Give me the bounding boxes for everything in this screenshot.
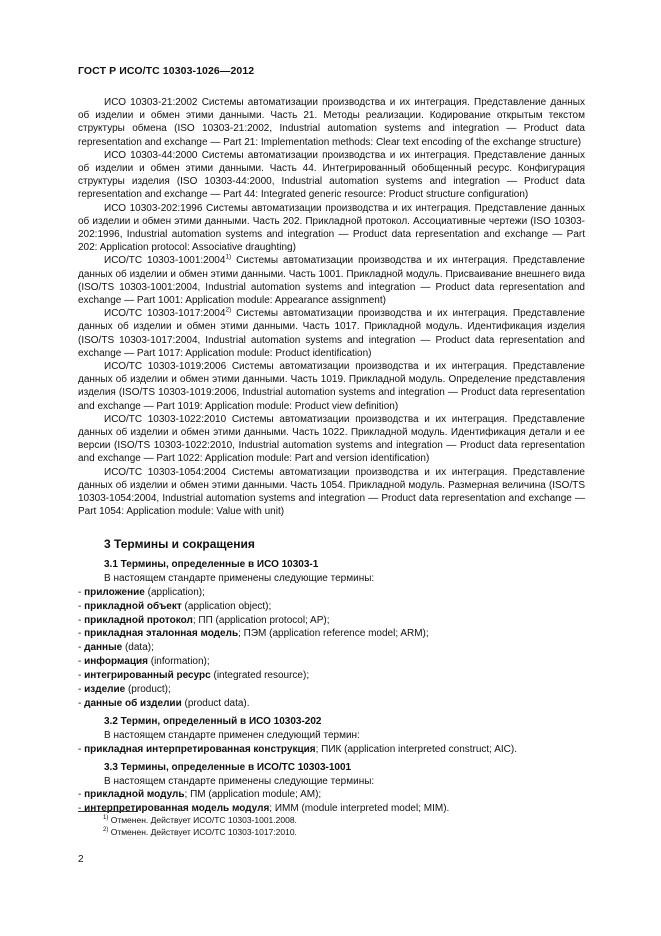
reference-item: ИСО 10303-21:2002 Системы автоматизации производства и их интеграция. Представление данных об изделии и обмен этими данными. Часть 21. Методы реализации. Кодирование открытым текстом структуры обмена (ISO 10303-21:2002, Industrial automation systems and integration — Product data representation and exchange — Part 21: Implementation methods: Clear text encoding of the exchange structure) — [78, 97, 585, 148]
term-item — [78, 743, 585, 757]
term-rest: (application object); — [181, 600, 272, 612]
reference-code: ИСО/ТС 10303-1017:2004 — [104, 308, 226, 320]
reference-item: ИСО 10303-202:1996 Системы автоматизации производства и их интеграция. Представление данных об изделии и обмен этими данными. Часть 202. Прикладной протокол. Ассоциативные чертежи (ISO 10303-202:1996, Industrial automation systems and integration — Product data representation and exchange — Part 202: Application protocol: Associative draughting) — [78, 202, 585, 254]
reference-text: Системы автоматизации производства и их интеграция. Представление данных об изделии и обмен этими данными. Часть 1001. Прикладной модуль. Присваивание внешнего вида (ISO/TS 10303-1001:2004, Industrial automation systems and integration — Product data representation and exchange — Part 1001: Application module: Appearance assignment) — [78, 255, 585, 307]
footnote-divider — [78, 811, 138, 812]
reference-item: ИСО/ТС 10303-1022:2010 Системы автоматизации производства и их интеграция. Представление данных об изделии и обмен этими данными. Часть 1022. Прикладной модуль. Идентификация детали и ее версии (ISO/TS 10303-1022:2010, Industrial automation systems and integration — Product data representation and exchange — Part 1022: Application module: Part and version identification) — [78, 413, 585, 465]
term-dash: - — [78, 628, 85, 640]
term-name: прикладной модуль — [84, 789, 185, 801]
term-item — [78, 627, 585, 641]
subsection-title: 3.1 Термины, определенные в ИСО 10303-1 — [104, 558, 319, 570]
term-dash: - — [78, 670, 85, 682]
term-rest: (product data). — [181, 697, 250, 709]
section-title: 3 Термины и сокращения — [104, 537, 255, 551]
subsection-intro: В настоящем стандарте применен следующий термин: — [104, 729, 360, 741]
term-name: изделие — [84, 684, 126, 696]
reference-code: ИСО/ТС 10303-1001:2004 — [104, 255, 226, 267]
term-item — [78, 614, 585, 628]
subsection-title: 3.3 Термины, определенные в ИСО/ТС 10303-1001 — [104, 761, 352, 773]
section-terms — [78, 538, 585, 816]
footnote-mark: 2) — [103, 826, 109, 833]
term-name: прикладной объект — [84, 600, 182, 612]
term-name: прикладная эталонная модель — [84, 628, 239, 640]
document-header: ГОСТ Р ИСО/ТС 10303-1026—2012 — [78, 65, 255, 77]
term-dash: - — [78, 803, 85, 815]
term-name: прикладной протокол — [84, 614, 193, 626]
footnote-item — [103, 815, 297, 827]
term-list — [78, 743, 585, 757]
term-dash: - — [78, 614, 85, 626]
term-item — [78, 641, 585, 655]
footnote-item — [103, 827, 297, 839]
term-rest: (integrated resource); — [210, 670, 310, 682]
term-dash: - — [78, 642, 85, 654]
term-item — [78, 586, 585, 600]
term-rest: (data); — [122, 642, 154, 654]
term-rest: ; ИММ (module interpreted model; MIM). — [269, 803, 450, 815]
reference-text: Системы автоматизации производства и их интеграция. Представление данных об изделии и обмен этими данными. Часть 1017. Прикладной модуль. Идентификация изделия (ISO/TS 10303-1017:2004, Industrial automation systems and integration — Product data representation and exchange — Part 1017: Application module: Product identification) — [78, 308, 585, 359]
footnote-text: Отменен. Действует ИСО/ТС 10303-1017:2010. — [108, 826, 297, 837]
footnote-mark: 2) — [225, 306, 232, 314]
term-item — [78, 600, 585, 614]
term-list — [78, 788, 585, 816]
footnote-text: Отменен. Действует ИСО/ТС 10303-1001.2008. — [108, 815, 297, 825]
subsection-intro: В настоящем стандарте применены следующие термины: — [104, 775, 375, 787]
term-rest: ; ПИК (application interpreted construct; AIC). — [315, 743, 517, 755]
reference-item — [78, 254, 585, 307]
footnotes — [103, 815, 297, 838]
term-name: приложение — [84, 586, 145, 598]
term-name: интерпретированная модель модуля — [84, 803, 270, 815]
reference-item: ИСО 10303-44:2000 Системы автоматизации производства и их интеграция. Представление данных об изделии и обмен этими данными. Часть 44. Интегрированный обобщенный ресурс. Конфигурация структуры изделия (ISO 10303-44:2000, Industrial automation systems and integration — Product data representation and exchange — Part 44: Integrated generic resource: Product structure configuration) — [78, 149, 585, 201]
term-rest: (information); — [147, 656, 210, 668]
term-item — [78, 697, 585, 711]
term-name: интегрированный ресурс — [84, 670, 211, 682]
subsection-intro: В настоящем стандарте применены следующие термины: — [104, 572, 375, 584]
term-rest: (product); — [125, 684, 171, 696]
term-item — [78, 655, 585, 669]
reference-item — [78, 307, 585, 360]
normative-references — [78, 96, 585, 519]
subsection-title: 3.2 Термин, определенный в ИСО 10303-202 — [104, 715, 322, 727]
term-rest: ; ПП (application protocol; AP); — [192, 614, 330, 626]
term-name: информация — [84, 656, 148, 668]
term-name: данные — [84, 642, 123, 654]
footnote-mark: 1) — [103, 815, 109, 822]
term-dash: - — [78, 656, 85, 668]
term-rest: ; ПМ (application module; AM); — [184, 789, 322, 801]
term-dash: - — [78, 600, 85, 612]
term-dash: - — [78, 697, 85, 709]
term-list — [78, 586, 585, 711]
term-item — [78, 669, 585, 683]
term-dash: - — [78, 789, 85, 801]
term-dash: - — [78, 586, 85, 598]
reference-item: ИСО/ТС 10303-1019:2006 Системы автоматизации производства и их интеграция. Представление данных об изделии и обмен этими данными. Часть 1019. Прикладной модуль. Определение представления изделия (ISO/TS 10303-1019:2006, Industrial automation systems and integration — Product data representation and exchange — Part 1019: Application module: Product view definition) — [78, 361, 585, 412]
footnote-mark: 1) — [225, 254, 232, 262]
term-rest: ; ПЭМ (application reference model; ARM); — [238, 628, 429, 640]
reference-item: ИСО/ТС 10303-1054:2004 Системы автоматизации производства и их интеграция. Представление данных об изделии и обмен этими данными. Часть 1054. Прикладной модуль. Размерная величина (ISO/TS 10303-1054:2004, Industrial automation systems and integration — Product data representation and exchange — Part 1054: Application module: Value with unit) — [78, 466, 585, 518]
term-item — [78, 788, 585, 802]
term-rest: (application); — [144, 586, 205, 598]
term-dash: - — [78, 684, 85, 696]
page-number: 2 — [78, 854, 84, 865]
term-dash: - — [78, 743, 85, 755]
term-item — [78, 683, 585, 697]
term-name: прикладная интерпретированная конструкция — [84, 743, 316, 755]
term-name: данные об изделии — [84, 697, 182, 709]
